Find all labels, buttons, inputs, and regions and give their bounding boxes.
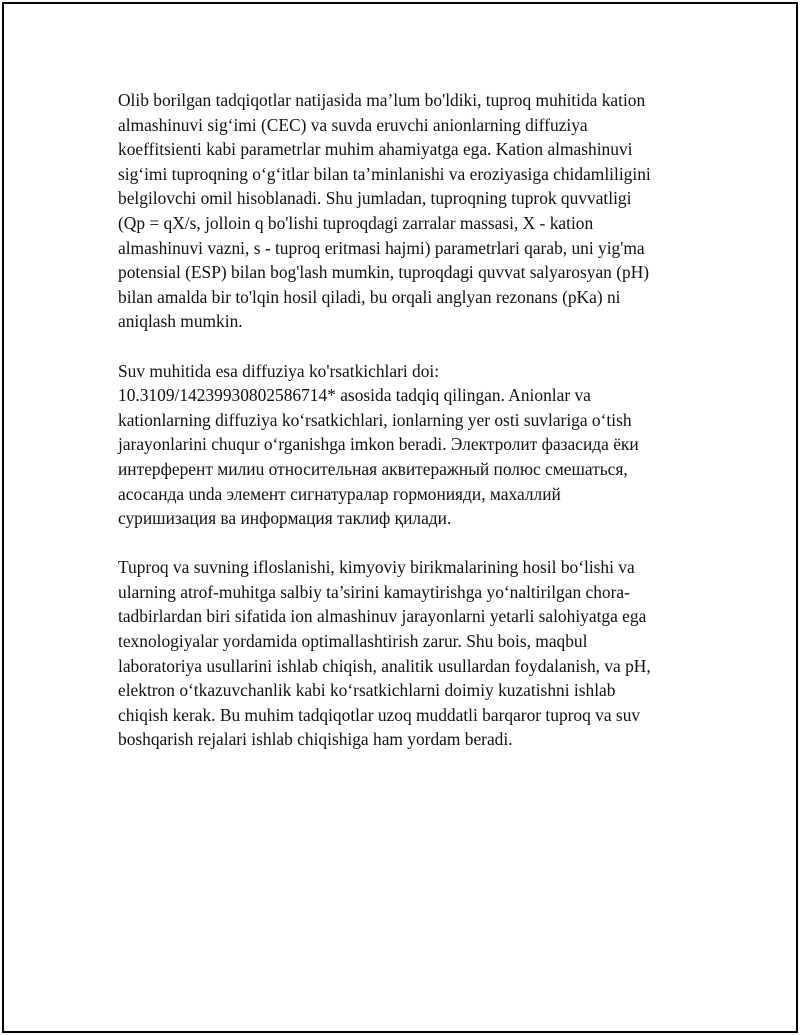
document-body: [118, 88, 698, 777]
paragraph-pollution: Tuproq va suvning ifloslanishi, kimyoviy birikmalarining hosil bo‘lishi va ularning atrof-muhitga salbiy ta’sirini kamaytirishga yo‘naltirilgan chora- tadbirlardan biri sifatida ion almashinuv jarayonlarni yetarli salohiyatga ega texnologiyalar yordamida optimallashtirish zarur. Shu bois, maqbul laboratoriya usullarini ishlab chiqish, analitik usullardan foydalanish, va pH, elektron o‘tkazuvchanlik kabi ko‘rsatkichlarni doimiy kuzatishni ishlab chiqish kerak. Bu muhim tadqiqotlar uzoq muddatli barqaror tuproq va suv boshqarish rejalari ishlab chiqishiga ham yordam beradi.: [118, 557, 651, 750]
paragraph-cation-exchange: Olib borilgan tadqiqotlar natijasida ma’lum bo'ldiki, tuproq muhitida kation almashinuvi sig‘imi (CEC) va suvda eruvchi anionlarning diffuziya koeffitsienti kabi parametrlar muhim ahamiyatga ega. Kation almashinuvi sig‘imi tuproqning o‘g‘itlar bilan ta’minlanishi va eroziyasiga chidamliligini belgilovchi omil hisoblanadi. Shu jumladan, tuproqning tuprok quvvatligi (Qp = qX/s, jolloin q bo'lishi tuproqdagi zarralar massasi, X - kation almashinuvi vazni, s - tuproq eritmasi hajmi) parametrlari qarab, uni yig'ma potensial (ESP) bilan bog'lash mumkin, tuproqdagi quvvat salyarosyan (pH) bilan amalda bir to'lqin hosil qiladi, bu orqali anglyan rezonans (pKa) ni aniqlash mumkin.: [118, 90, 651, 332]
paragraph-diffusion: Suv muhitida esa diffuziya ko'rsatkichlari doi: 10.3109/14239930802586714* asosida tadqiq qilingan. Anionlar va kationlarning diffuziya ko‘rsatkichlari, ionlarning yer osti suvlariga o‘tish jarayonlarini chuqur o‘rganishga imkon beradi. Электролит фазасида ёки интерферент милиu относительная аквитеражный полюс смешаться, асосанда unda элемент сигнатуралар гормонияди, махаллий суришизация ва информация таклиф қилади.: [118, 360, 639, 529]
